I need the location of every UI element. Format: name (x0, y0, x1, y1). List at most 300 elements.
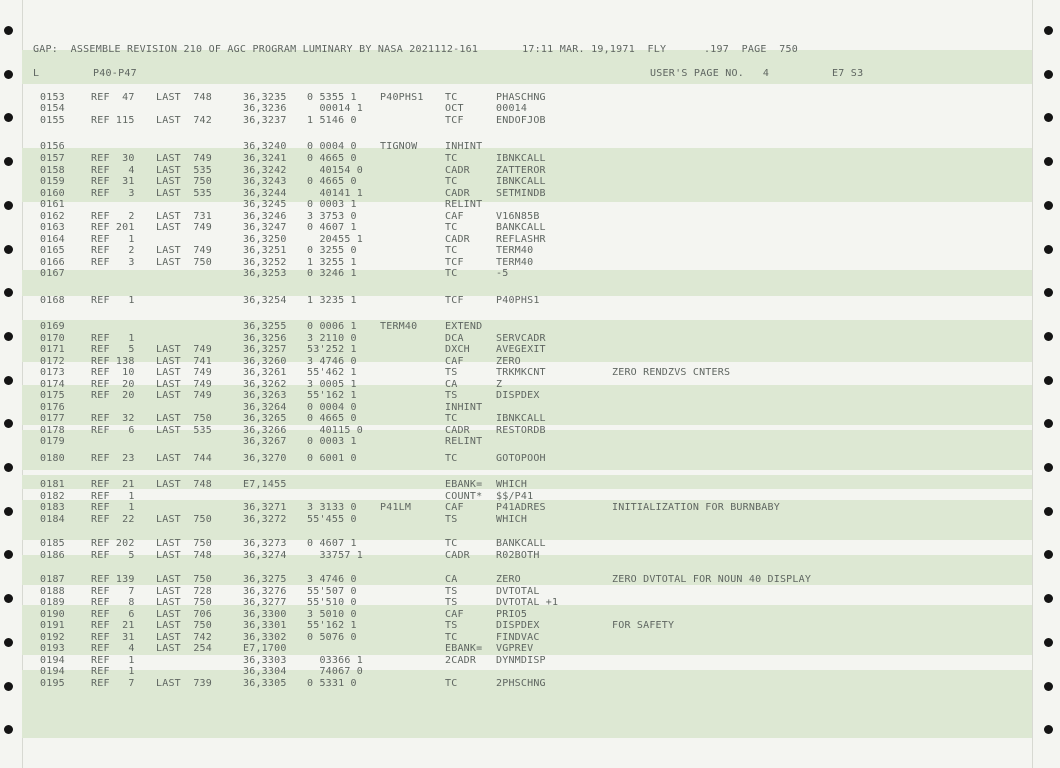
last-ref: LAST 749 (156, 245, 212, 256)
address: 36,3235 (243, 92, 287, 103)
last-ref: LAST 535 (156, 188, 212, 199)
line-number: 0193 (40, 643, 65, 654)
symbol-label: TIGNOW (380, 141, 418, 152)
operand: VGPREV (496, 643, 534, 654)
section-label: P40-P47 (93, 68, 137, 79)
line-number: 0156 (40, 141, 65, 152)
line-number: 0177 (40, 413, 65, 424)
object-word: 0 4607 1 (307, 538, 357, 549)
opcode: TC (445, 453, 458, 464)
operand: $$/P41 (496, 491, 534, 502)
green-bar (22, 700, 1032, 738)
page-header-title: GAP: ASSEMBLE REVISION 210 OF AGC PROGRAM LUMINARY BY NASA 2021112-161 17:11 MAR. 19,1971 FLY .197 PAGE 750 (33, 44, 799, 55)
last-ref: LAST 750 (156, 413, 212, 424)
feed-hole (1044, 70, 1053, 79)
opcode: CADR (445, 550, 470, 561)
ref-count: REF 4 (91, 643, 135, 654)
line-number: 0157 (40, 153, 65, 164)
line-number: 0191 (40, 620, 65, 631)
address: 36,3260 (243, 356, 287, 367)
address: 36,3275 (243, 574, 287, 585)
ref-count: REF 115 (91, 115, 135, 126)
address: 36,3257 (243, 344, 287, 355)
ref-count: REF 7 (91, 586, 135, 597)
opcode: CAF (445, 211, 464, 222)
listing-line (0, 479, 1060, 490)
opcode: TC (445, 632, 458, 643)
comment: INITIALIZATION FOR BURNBABY (612, 502, 780, 513)
ref-count: REF 1 (91, 502, 135, 513)
operand: 2PHSCHNG (496, 678, 546, 689)
opcode: EBANK= (445, 643, 483, 654)
address: 36,3252 (243, 257, 287, 268)
header-left-marker: L (33, 68, 40, 79)
opcode: CAF (445, 502, 464, 513)
line-number: 0176 (40, 402, 65, 413)
opcode: TS (445, 597, 458, 608)
last-ref: LAST 750 (156, 538, 212, 549)
ref-count: REF 8 (91, 597, 135, 608)
address: 36,3302 (243, 632, 287, 643)
opcode: EXTEND (445, 321, 483, 332)
operand: IBNKCALL (496, 413, 546, 424)
operand: R02BOTH (496, 550, 540, 561)
ref-count: REF 1 (91, 234, 135, 245)
last-ref: LAST 750 (156, 176, 212, 187)
last-ref: LAST 748 (156, 550, 212, 561)
opcode: 2CADR (445, 655, 477, 666)
object-word: 0 4665 0 (307, 153, 357, 164)
comment: ZERO DVTOTAL FOR NOUN 40 DISPLAY (612, 574, 812, 585)
line-number: 0155 (40, 115, 65, 126)
object-word: 0 0004 0 (307, 402, 357, 413)
listing-line (0, 491, 1060, 502)
object-word: 0 3255 0 (307, 245, 357, 256)
opcode: CAF (445, 609, 464, 620)
operand: PRIO5 (496, 609, 528, 620)
line-number: 0178 (40, 425, 65, 436)
last-ref: LAST 749 (156, 344, 212, 355)
object-word: 55'455 0 (307, 514, 357, 525)
opcode: TS (445, 586, 458, 597)
last-ref: LAST 750 (156, 597, 212, 608)
bank-code: E7 S3 (832, 68, 864, 79)
listing-line (0, 268, 1060, 279)
opcode: TC (445, 413, 458, 424)
operand: AVEGEXIT (496, 344, 546, 355)
listing-line (0, 165, 1060, 176)
address: 36,3244 (243, 188, 287, 199)
operand: FINDVAC (496, 632, 540, 643)
last-ref: LAST 535 (156, 425, 212, 436)
green-bar (22, 50, 1032, 84)
listing-line (0, 245, 1060, 256)
ref-count: REF 31 (91, 632, 135, 643)
operand: SETMINDB (496, 188, 546, 199)
address: 36,3255 (243, 321, 287, 332)
address: 36,3277 (243, 597, 287, 608)
object-word: 33757 1 (307, 550, 363, 561)
object-word: 55'510 0 (307, 597, 357, 608)
address: 36,3237 (243, 115, 287, 126)
listing-line (0, 502, 1060, 513)
listing-line (0, 188, 1060, 199)
address: 36,3262 (243, 379, 287, 390)
listing-line (0, 153, 1060, 164)
last-ref: LAST 749 (156, 390, 212, 401)
last-ref: LAST 742 (156, 632, 212, 643)
operand: DVTOTAL +1 (496, 597, 559, 608)
opcode: CAF (445, 356, 464, 367)
line-number: 0184 (40, 514, 65, 525)
object-word: 0 0004 0 (307, 141, 357, 152)
object-word: 0 0006 1 (307, 321, 357, 332)
listing-line (0, 295, 1060, 306)
listing-line (0, 574, 1060, 585)
opcode: RELINT (445, 436, 483, 447)
ref-count: REF 1 (91, 295, 135, 306)
opcode: OCT (445, 103, 464, 114)
feed-hole (4, 725, 13, 734)
line-number: 0180 (40, 453, 65, 464)
line-number: 0174 (40, 379, 65, 390)
line-number: 0153 (40, 92, 65, 103)
operand: P41ADRES (496, 502, 546, 513)
listing-line (0, 92, 1060, 103)
listing-line (0, 514, 1060, 525)
address: 36,3247 (243, 222, 287, 233)
operand: ZATTEROR (496, 165, 546, 176)
object-word: 03366 1 (307, 655, 363, 666)
listing-line (0, 115, 1060, 126)
address: 36,3304 (243, 666, 287, 677)
comment: FOR SAFETY (612, 620, 675, 631)
opcode: TS (445, 514, 458, 525)
listing-line (0, 379, 1060, 390)
listing-line (0, 620, 1060, 631)
line-number: 0169 (40, 321, 65, 332)
line-number: 0166 (40, 257, 65, 268)
ref-count: REF 31 (91, 176, 135, 187)
ref-count: REF 21 (91, 620, 135, 631)
object-word: 40154 0 (307, 165, 363, 176)
feed-hole (1044, 463, 1053, 472)
object-word: 20455 1 (307, 234, 363, 245)
object-word: 55'162 1 (307, 390, 357, 401)
operand: IBNKCALL (496, 176, 546, 187)
ref-count: REF 32 (91, 413, 135, 424)
last-ref: LAST 749 (156, 379, 212, 390)
listing-line (0, 609, 1060, 620)
feed-hole (4, 26, 13, 35)
listing-line (0, 402, 1060, 413)
operand: BANKCALL (496, 538, 546, 549)
operand: GOTOPOOH (496, 453, 546, 464)
object-word: 0 5355 1 (307, 92, 357, 103)
operand: DVTOTAL (496, 586, 540, 597)
object-word: 1 3235 1 (307, 295, 357, 306)
symbol-label: P41LM (380, 502, 412, 513)
operand: REFLASHR (496, 234, 546, 245)
opcode: COUNT* (445, 491, 483, 502)
object-word: 3 3133 0 (307, 502, 357, 513)
line-number: 0163 (40, 222, 65, 233)
comment: ZERO RENDZVS CNTERS (612, 367, 731, 378)
ref-count: REF 30 (91, 153, 135, 164)
address: 36,3243 (243, 176, 287, 187)
opcode: TC (445, 538, 458, 549)
last-ref: LAST 535 (156, 165, 212, 176)
object-word: 0 6001 0 (307, 453, 357, 464)
listing-line (0, 257, 1060, 268)
line-number: 0173 (40, 367, 65, 378)
listing-line (0, 413, 1060, 424)
address: 36,3253 (243, 268, 287, 279)
opcode: CA (445, 574, 458, 585)
line-number: 0154 (40, 103, 65, 114)
address: E7,1455 (243, 479, 287, 490)
address: 36,3271 (243, 502, 287, 513)
opcode: TCF (445, 115, 464, 126)
ref-count: REF 10 (91, 367, 135, 378)
address: 36,3300 (243, 609, 287, 620)
opcode: RELINT (445, 199, 483, 210)
feed-hole (4, 70, 13, 79)
opcode: INHINT (445, 141, 483, 152)
ref-count: REF 1 (91, 333, 135, 344)
object-word: 3 0005 1 (307, 379, 357, 390)
last-ref: LAST 731 (156, 211, 212, 222)
opcode: TS (445, 390, 458, 401)
address: 36,3256 (243, 333, 287, 344)
opcode: INHINT (445, 402, 483, 413)
line-number: 0160 (40, 188, 65, 199)
last-ref: LAST 750 (156, 257, 212, 268)
ref-count: REF 5 (91, 344, 135, 355)
last-ref: LAST 749 (156, 367, 212, 378)
ref-count: REF 6 (91, 609, 135, 620)
address: 36,3245 (243, 199, 287, 210)
object-word: 3 5010 0 (307, 609, 357, 620)
opcode: TC (445, 268, 458, 279)
address: 36,3301 (243, 620, 287, 631)
address: 36,3303 (243, 655, 287, 666)
object-word: 00014 1 (307, 103, 363, 114)
address: 36,3265 (243, 413, 287, 424)
opcode: TC (445, 176, 458, 187)
ref-count: REF 22 (91, 514, 135, 525)
listing-line (0, 234, 1060, 245)
ref-count: REF 139 (91, 574, 135, 585)
address: 36,3250 (243, 234, 287, 245)
ref-count: REF 1 (91, 491, 135, 502)
listing-line (0, 632, 1060, 643)
line-number: 0162 (40, 211, 65, 222)
ref-count: REF 1 (91, 666, 135, 677)
address: 36,3266 (243, 425, 287, 436)
last-ref: LAST 254 (156, 643, 212, 654)
listing-line (0, 538, 1060, 549)
ref-count: REF 21 (91, 479, 135, 490)
listing-line (0, 436, 1060, 447)
operand: DYNMDISP (496, 655, 546, 666)
listing-line (0, 103, 1060, 114)
opcode: CA (445, 379, 458, 390)
operand: ENDOFJOB (496, 115, 546, 126)
line-number: 0158 (40, 165, 65, 176)
feed-hole (1044, 725, 1053, 734)
line-number: 0183 (40, 502, 65, 513)
listing-line (0, 222, 1060, 233)
ref-count: REF 23 (91, 453, 135, 464)
opcode: TC (445, 92, 458, 103)
object-word: 53'252 1 (307, 344, 357, 355)
last-ref: LAST 750 (156, 574, 212, 585)
opcode: TCF (445, 257, 464, 268)
line-number: 0186 (40, 550, 65, 561)
opcode: TC (445, 245, 458, 256)
ref-count: REF 202 (91, 538, 135, 549)
object-word: 1 3255 1 (307, 257, 357, 268)
line-number: 0179 (40, 436, 65, 447)
object-word: 0 4607 1 (307, 222, 357, 233)
opcode: TS (445, 620, 458, 631)
line-number: 0181 (40, 479, 65, 490)
listing-line (0, 666, 1060, 677)
address: 36,3276 (243, 586, 287, 597)
operand: BANKCALL (496, 222, 546, 233)
operand: DISPDEX (496, 620, 540, 631)
line-number: 0171 (40, 344, 65, 355)
last-ref: LAST 748 (156, 479, 212, 490)
address: 36,3241 (243, 153, 287, 164)
ref-count: REF 47 (91, 92, 135, 103)
ref-count: REF 2 (91, 245, 135, 256)
object-word: 40115 0 (307, 425, 363, 436)
last-ref: LAST 750 (156, 620, 212, 631)
address: 36,3274 (243, 550, 287, 561)
line-number: 0164 (40, 234, 65, 245)
line-number: 0167 (40, 268, 65, 279)
operand: WHICH (496, 479, 528, 490)
opcode: CADR (445, 165, 470, 176)
ref-count: REF 5 (91, 550, 135, 561)
last-ref: LAST 744 (156, 453, 212, 464)
line-number: 0187 (40, 574, 65, 585)
object-word: 3 3753 0 (307, 211, 357, 222)
operand: P40PHS1 (496, 295, 540, 306)
feed-hole (1044, 26, 1053, 35)
symbol-label: TERM40 (380, 321, 418, 332)
address: 36,3273 (243, 538, 287, 549)
last-ref: LAST 706 (156, 609, 212, 620)
line-number: 0194 (40, 655, 65, 666)
listing-line (0, 176, 1060, 187)
object-word: 3 4746 0 (307, 574, 357, 585)
listing-line (0, 678, 1060, 689)
address: 36,3263 (243, 390, 287, 401)
symbol-label: P40PHS1 (380, 92, 424, 103)
operand: -5 (496, 268, 509, 279)
opcode: TCF (445, 295, 464, 306)
listing-line (0, 141, 1060, 152)
object-word: 74067 0 (307, 666, 363, 677)
listing-line (0, 367, 1060, 378)
last-ref: LAST 742 (156, 115, 212, 126)
last-ref: LAST 750 (156, 514, 212, 525)
address: 36,3254 (243, 295, 287, 306)
last-ref: LAST 741 (156, 356, 212, 367)
operand: TERM40 (496, 257, 534, 268)
user-page-number: USER'S PAGE NO. 4 (650, 68, 770, 79)
last-ref: LAST 749 (156, 222, 212, 233)
line-number: 0188 (40, 586, 65, 597)
object-word: 55'462 1 (307, 367, 357, 378)
address: 36,3261 (243, 367, 287, 378)
listing-line (0, 453, 1060, 464)
opcode: TS (445, 367, 458, 378)
opcode: TC (445, 222, 458, 233)
operand: TRKMKCNT (496, 367, 546, 378)
object-word: 0 3246 1 (307, 268, 357, 279)
ref-count: REF 3 (91, 257, 135, 268)
listing-line (0, 643, 1060, 654)
object-word: 40141 1 (307, 188, 363, 199)
ref-count: REF 20 (91, 379, 135, 390)
operand: ZERO (496, 574, 521, 585)
line-number: 0175 (40, 390, 65, 401)
object-word: 1 5146 0 (307, 115, 357, 126)
feed-hole (4, 463, 13, 472)
last-ref: LAST 739 (156, 678, 212, 689)
opcode: EBANK= (445, 479, 483, 490)
opcode: TC (445, 153, 458, 164)
operand: 00014 (496, 103, 528, 114)
ref-count: REF 2 (91, 211, 135, 222)
operand: TERM40 (496, 245, 534, 256)
listing-line (0, 390, 1060, 401)
listing-line (0, 597, 1060, 608)
ref-count: REF 6 (91, 425, 135, 436)
last-ref: LAST 749 (156, 153, 212, 164)
address: 36,3240 (243, 141, 287, 152)
object-word: 0 4665 0 (307, 413, 357, 424)
operand: IBNKCALL (496, 153, 546, 164)
ref-count: REF 1 (91, 655, 135, 666)
operand: SERVCADR (496, 333, 546, 344)
ref-count: REF 201 (91, 222, 135, 233)
line-number: 0192 (40, 632, 65, 643)
opcode: DXCH (445, 344, 470, 355)
object-word: 0 5076 0 (307, 632, 357, 643)
listing-line (0, 550, 1060, 561)
last-ref: LAST 728 (156, 586, 212, 597)
ref-count: REF 3 (91, 188, 135, 199)
operand: ZERO (496, 356, 521, 367)
object-word: 0 0003 1 (307, 199, 357, 210)
listing-line (0, 211, 1060, 222)
object-word: 55'507 0 (307, 586, 357, 597)
object-word: 0 4665 0 (307, 176, 357, 187)
address: 36,3272 (243, 514, 287, 525)
listing-line (0, 586, 1060, 597)
listing-line (0, 356, 1060, 367)
line-number: 0182 (40, 491, 65, 502)
listing-line (0, 655, 1060, 666)
operand: WHICH (496, 514, 528, 525)
listing-line (0, 333, 1060, 344)
operand: Z (496, 379, 503, 390)
